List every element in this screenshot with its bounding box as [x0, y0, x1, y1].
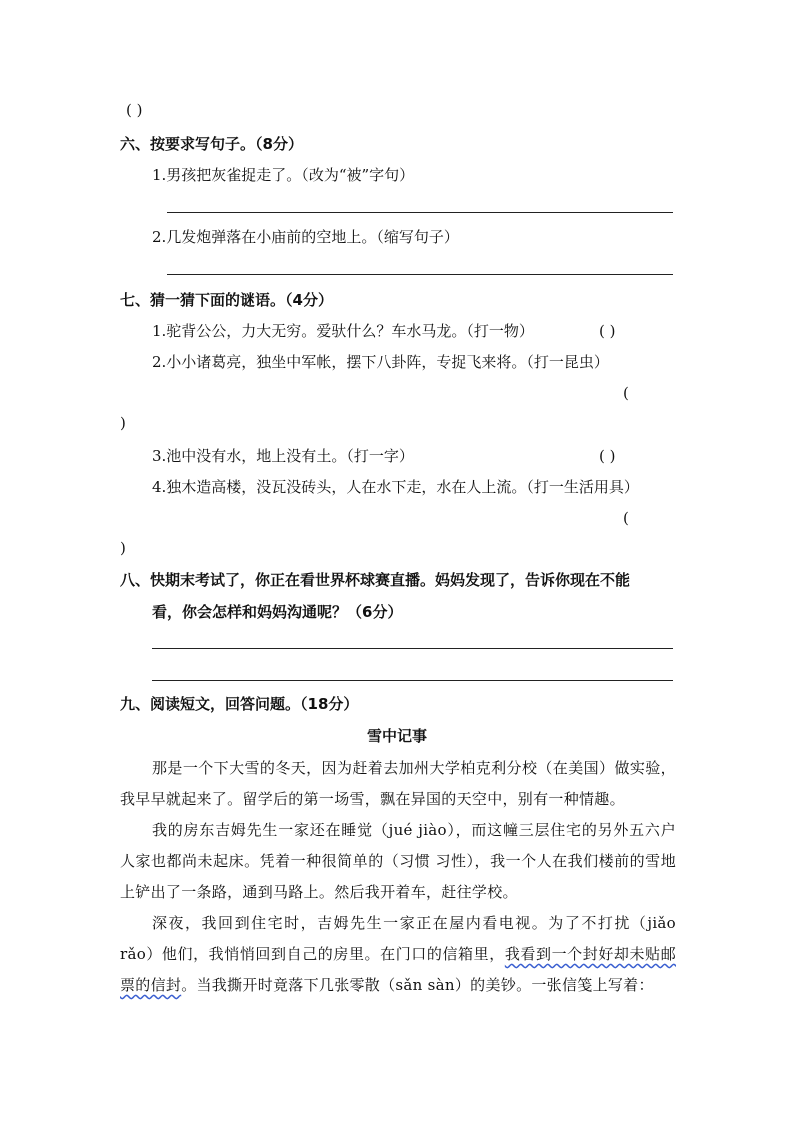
answer-line[interactable] — [152, 680, 673, 681]
article-paragraph-1: 那是一个下大雪的冬天，因为赶着去加州大学柏克利分校（在美国）做实验，我早早就起来了。留学后的第一场雪，飘在异国的天空中，别有一种情趣。 — [120, 759, 676, 808]
section-6-question-1: 1.男孩把灰雀捉走了。（改为“被”字句） — [152, 166, 415, 184]
riddle-4-answer-open: ( — [623, 509, 629, 527]
riddle-1-answer-paren: ( ) — [599, 322, 616, 340]
riddle-2-answer-close: ) — [120, 414, 126, 432]
answer-line[interactable] — [167, 212, 673, 213]
paragraph-3-part-a: 深夜，我回到住宅时，吉姆先生一家正在屋内看电视。为了不打扰（jiǎo rǎo）他们，我悄悄回到自己的房里。在门口的信箱里， — [120, 914, 676, 963]
section-9-title: 九、阅读短文，回答问题。（18分） — [120, 695, 359, 713]
section-6-question-2: 2.几发炮弹落在小庙前的空地上。（缩写句子） — [152, 228, 459, 246]
section-8-title-line-2: 看，你会怎样和妈妈沟通呢？（6分） — [152, 603, 403, 621]
riddle-4-answer-close: ) — [120, 539, 126, 557]
riddle-4: 4.独木造高楼，没瓦没砖头，人在水下走，水在人上流。（打一生活用具） — [152, 478, 639, 496]
article-paragraph-2: 我的房东吉姆先生一家还在睡觉（jué jiào），而这幢三层住宅的另外五六户人家也都尚未起床。凭着一种很简单的（习惯 习性），我一个人在我们楼前的雪地上铲出了一条路，通到马路上。然后我开着车，赶往学校。 — [120, 821, 676, 901]
paragraph-3-part-b: 。当我撕开时竟落下几张零散（sǎn sàn）的美钞。一张信笺上写着： — [181, 976, 654, 994]
wavy-underlined-sentence: 我看到一个封好却未贴邮票的信封 — [120, 945, 676, 994]
section-7-title: 七、猜一猜下面的谜语。（4分） — [120, 291, 333, 309]
section-8-title-line-1: 八、快期末考试了，你正在看世界杯球赛直播。妈妈发现了，告诉你现在不能 — [120, 571, 631, 589]
section-6-title: 六、按要求写句子。（8分） — [120, 135, 303, 153]
article-paragraph-3 — [120, 908, 676, 1001]
riddle-2-answer-open: ( — [623, 384, 629, 402]
answer-line[interactable] — [167, 274, 673, 275]
riddle-3-answer-paren: ( ) — [599, 447, 616, 465]
riddle-1: 1.驼背公公，力大无穷。爱驮什么？车水马龙。（打一物） — [152, 322, 534, 340]
article-title: 雪中记事 — [366, 727, 427, 745]
riddle-3: 3.池中没有水，地上没有土。（打一字） — [152, 447, 414, 465]
answer-line[interactable] — [152, 648, 673, 649]
riddle-2: 2.小小诸葛亮，独坐中军帐，摆下八卦阵，专捉飞来将。（打一昆虫） — [152, 353, 609, 371]
answer-paren: ( ) — [126, 101, 143, 119]
